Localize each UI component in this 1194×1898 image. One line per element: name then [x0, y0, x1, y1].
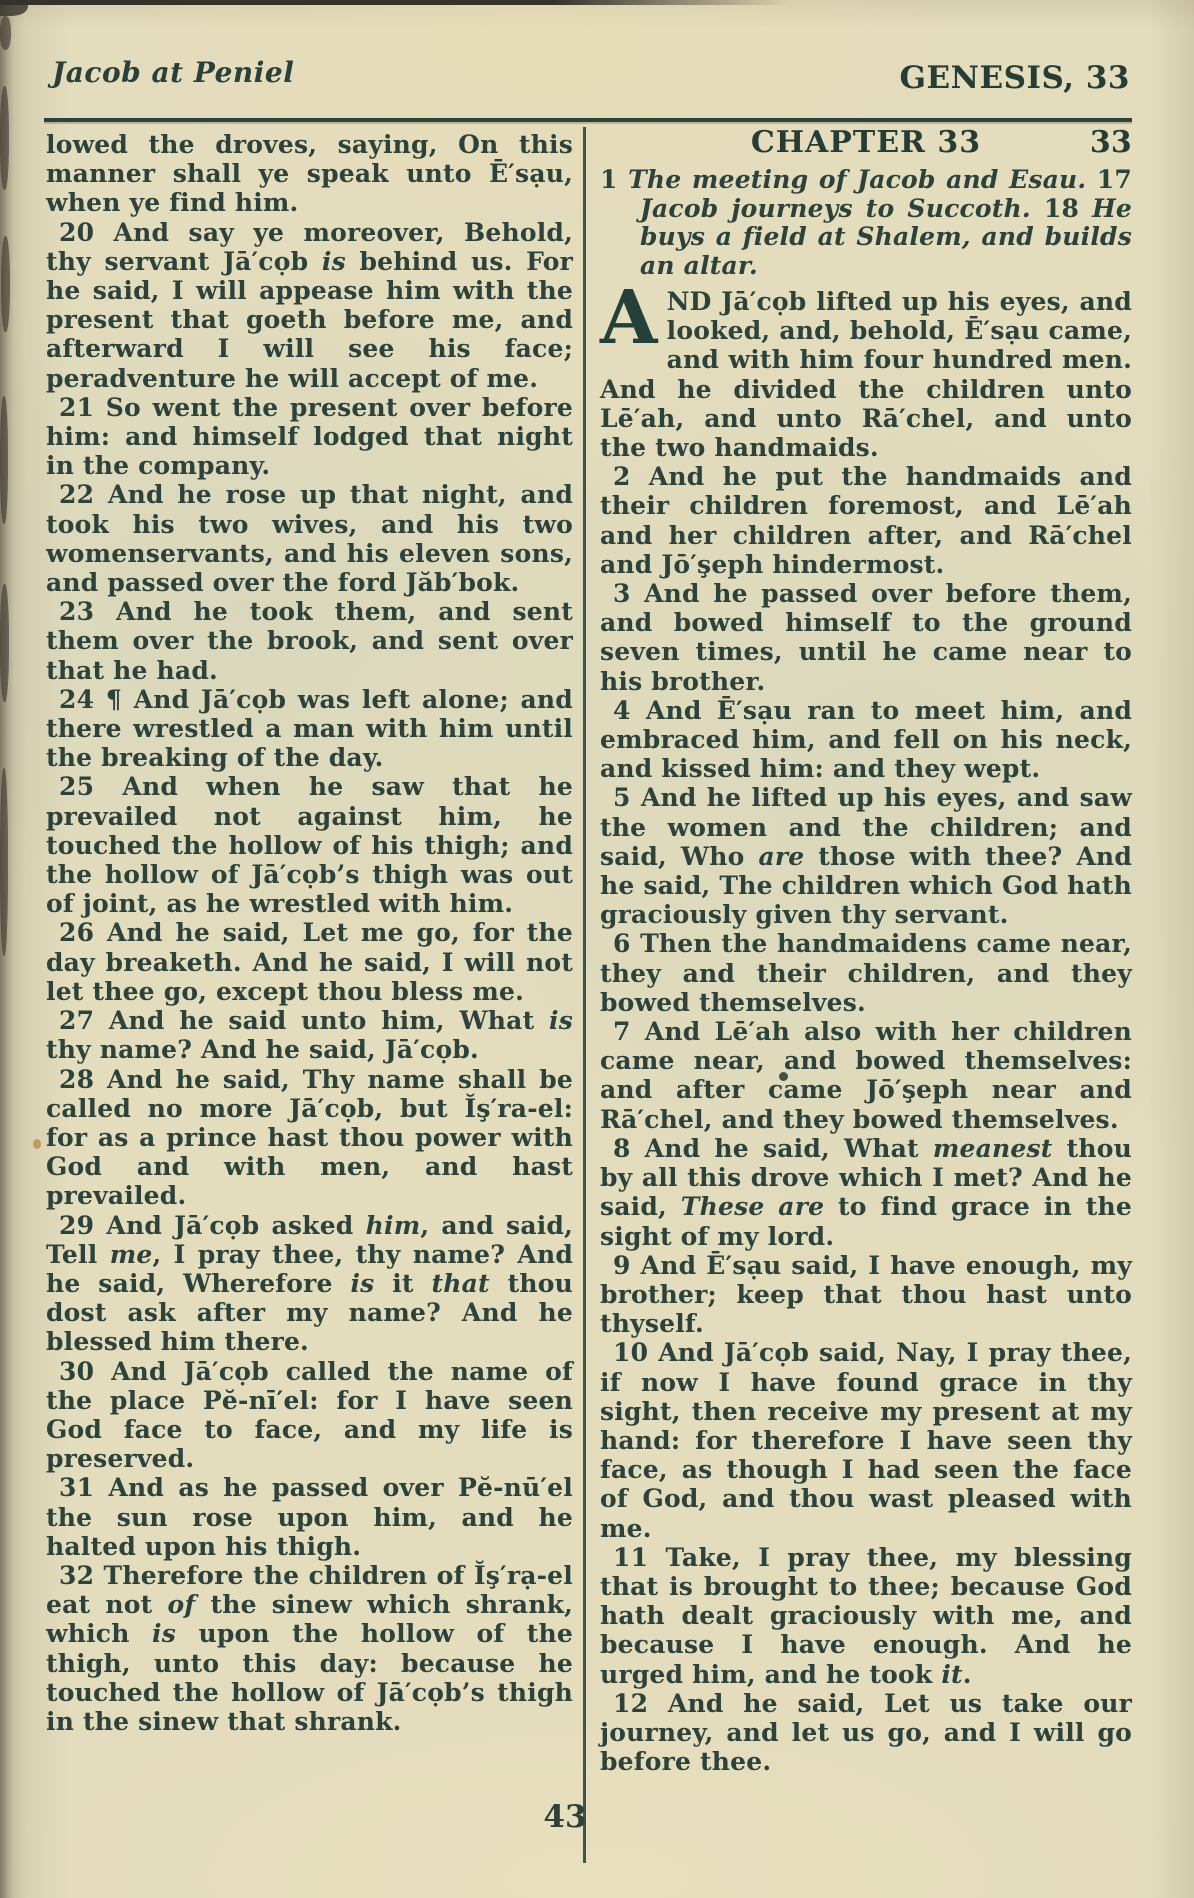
verse-paragraph: 23 And he took them, and sent them over the brook, and sent over that he had. [46, 597, 573, 685]
running-head-right: GENESIS, 33 [899, 60, 1130, 96]
print-artifact [0, 768, 8, 956]
verse-paragraph: 31 And as he passed over Pĕ-nū′el the sun rose upon him, and he halted upon his thigh. [46, 1473, 573, 1561]
verse-paragraph: 8 And he said, What meanest thou by all this drove which I met? And he said, These are to find grace in the sight of my lord. [600, 1133, 1132, 1251]
header-rule [44, 118, 1132, 122]
verse-1-paragraph [600, 275, 1132, 463]
page-number: 43 [543, 1799, 587, 1835]
right-column-verses [600, 462, 1132, 1776]
verse-paragraph: 25 And when he saw that he prevailed not against him, he touched the hollow of his thigh; and the hollow of Jā′cọb’s thigh was out of joint, as he wrestled with him. [46, 772, 573, 919]
verse-1-text: ND Jā′cọb lifted up his eyes, and looked, and, behold, Ē′sạu came, and with him four hundred men. And he divided the children unto Lē′ah, and unto Rā′chel, and unto the two handmaids. [600, 287, 1132, 463]
verse-paragraph: 9 And Ē′sạu said, I have enough, my brother; keep that thou hast unto thyself. [600, 1250, 1132, 1339]
verse-paragraph: 11 Take, I pray thee, my blessing that is brought to thee; because God hath dealt graciously with me, and because I have enough. And he urged him, and he took it. [600, 1542, 1132, 1689]
verse-paragraph: 3 And he passed over before them, and bowed himself to the ground seven times, until he came near to his brother. [600, 579, 1132, 696]
verse-paragraph: 12 And he said, Let us take our journey, and let us go, and I will go before thee. [600, 1688, 1132, 1777]
column-divider-rule [583, 127, 586, 1863]
verse-paragraph: 28 And he said, Thy name shall be called no more Jā′cọb, but Ĭş′ra-el: for as a prince hast thou power with God and with men, and hast prevailed. [46, 1064, 573, 1211]
chapter-heading-row [600, 125, 1132, 161]
left-text-column [46, 130, 573, 1736]
verse-paragraph: 24 ¶ And Jā′cọb was left alone; and there wrestled a man with him until the breaking of the day. [46, 684, 573, 773]
verse-paragraph: 4 And Ē′sạu ran to meet him, and embraced him, and fell on his neck, and kissed him: and they wept. [600, 695, 1132, 784]
page-top-edge-shadow [0, 0, 790, 5]
verse-paragraph: 7 And Lē′ah also with her children came near, and bowed themselves: and after came Jō′şeph near and Rā′chel, and they bowed themselves. [600, 1017, 1132, 1134]
right-text-column [600, 125, 1132, 1777]
verse-paragraph: 22 And he rose up that night, and took his two wives, and his two womenservants, and his eleven sons, and passed over the ford Jăb′bok. [46, 480, 573, 598]
verse-paragraph: 10 And Jā′cọb said, Nay, I pray thee, if now I have found grace in thy sight, then receive my present at my hand: for therefore I have seen thy face, as though I had seen the face of God, and thou wast pleased with me. [600, 1338, 1132, 1543]
chapter-number-right: 33 [1089, 125, 1132, 160]
print-artifact [0, 86, 9, 190]
print-artifact [0, 396, 8, 524]
verse-paragraph: 5 And he lifted up his eyes, and saw the women and the children; and said, Who are those with thee? And he said, The children which God hath graciously given thy servant. [600, 783, 1132, 930]
verse-paragraph: 26 And he said, Let me go, for the day breaketh. And he said, I will not let thee go, except thou bless me. [46, 918, 573, 1006]
verse-paragraph: 6 Then the handmaidens came near, they and their children, and they bowed themselves. [600, 929, 1132, 1017]
verse-paragraph: 20 And say ye moreover, Behold, thy servant Jā′cọb is behind us. For he said, I will appease him with the present that goeth before me, and afterward I will see his face; peradventure he will accept of me. [46, 217, 574, 393]
print-artifact [1, 236, 10, 332]
chapter-summary: 1 The meeting of Jacob and Esau. 17 Jacob journeys to Succoth. 18 He buys a field at Shalem, and builds an altar. [600, 165, 1132, 280]
verse-paragraph: 21 So went the present over before him: and himself lodged that night in the company. [46, 392, 573, 481]
verse-paragraph: 29 And Jā′cọb asked him, and said, Tell me, I pray thee, thy name? And he said, Wherefore is it that thou dost ask after my name? And he blessed him there. [46, 1210, 573, 1357]
print-artifact [0, 0, 28, 16]
verse-paragraph: 30 And Jā′cọb called the name of the place Pĕ-nī′el: for I have seen God face to face, and my life is preserved. [46, 1356, 573, 1474]
print-artifact [33, 1139, 41, 1149]
verse-paragraph: 27 And he said unto him, What is thy name? And he said, Jā′cọb. [46, 1006, 573, 1065]
running-head-left: Jacob at Peniel [52, 56, 295, 89]
verse-paragraph: lowed the droves, saying, On this manner shall ye speak unto Ē′sạu, when ye find him. [46, 130, 573, 218]
drop-cap-letter: A [600, 275, 658, 361]
verse-paragraph: 2 And he put the handmaids and their children foremost, and Lē′ah and her children after, and Rā′chel and Jō′şeph hindermost. [600, 462, 1132, 579]
chapter-title: CHAPTER 33 [750, 125, 982, 160]
print-artifact [0, 584, 9, 702]
verse-paragraph: 32 Therefore the children of Ĭş′rạ-el eat not of the sinew which shrank, which is upon the hollow of the thigh, unto this day: because he touched the hollow of Jā′cọb’s thigh in the sinew that shrank. [46, 1560, 574, 1736]
print-artifact [0, 16, 11, 50]
